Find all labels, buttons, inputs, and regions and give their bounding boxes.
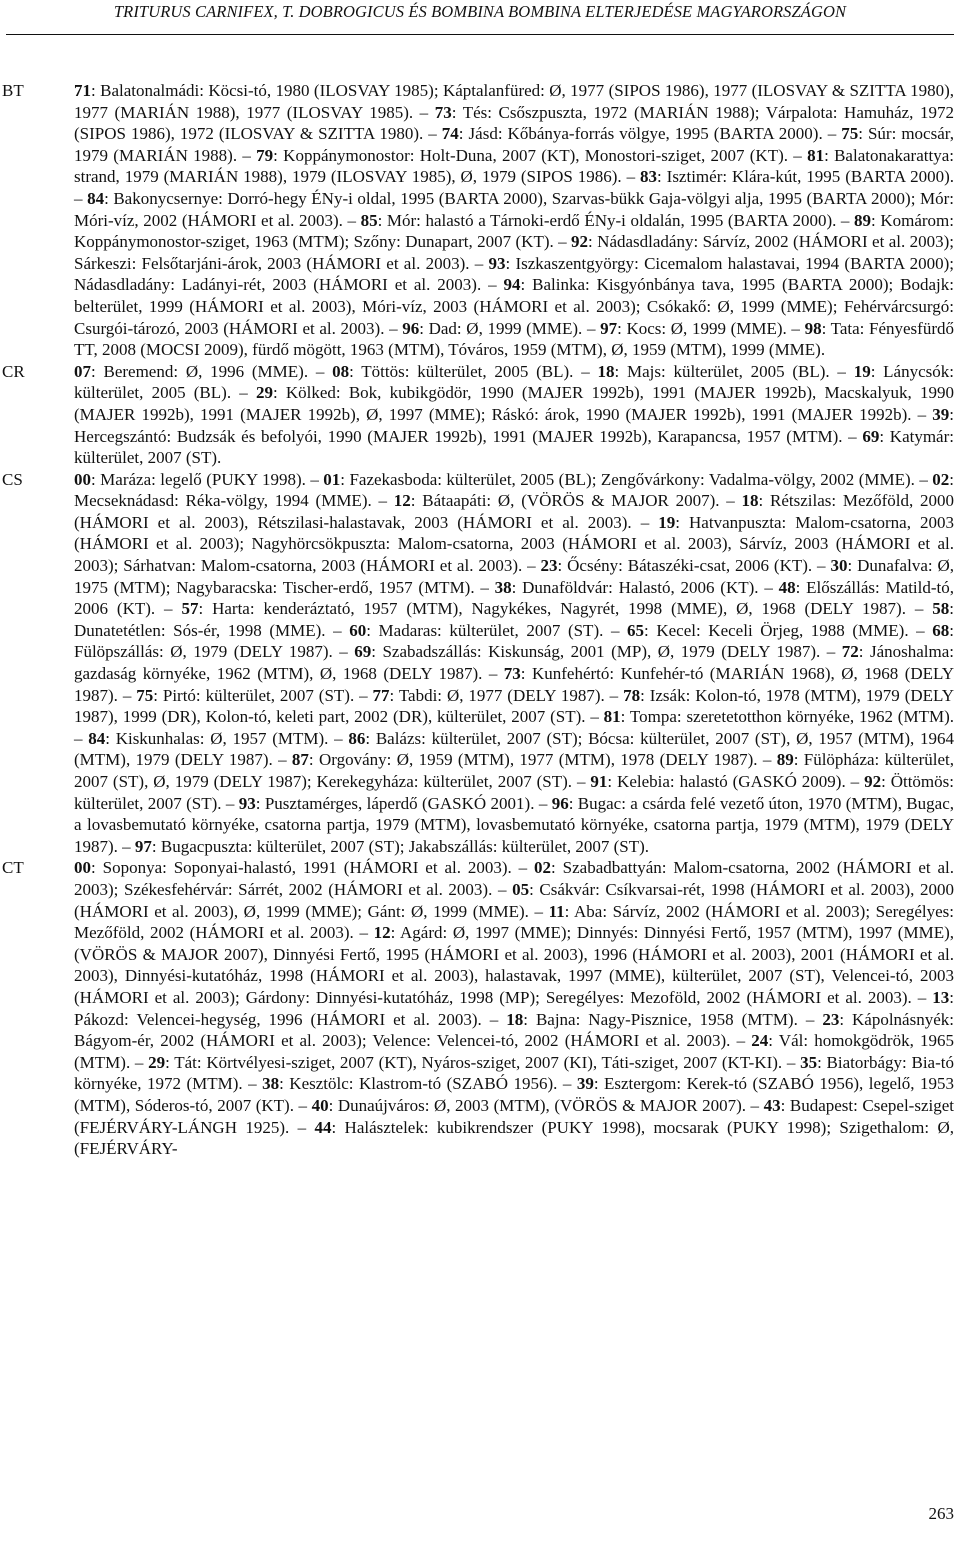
grid-square-number: 65: [627, 620, 645, 640]
record-block-cs: [0, 469, 960, 858]
grid-square-number: 40: [311, 1095, 329, 1115]
grid-square-number: 19: [853, 361, 871, 381]
locality-text: : Bátaapáti: Ø, (VÖRÖS & MAJOR 2007). –: [410, 491, 742, 511]
locality-text: : Pusztamérges, láperdő (GASKÓ 2001). –: [255, 793, 552, 813]
locality-text: : Csákvár: Csíkvarsai-rét, 1998 (HÁMORI et al. 2003), 2000 (HÁMORI et al. 2003), Ø, 1999 (MME); Gánt: Ø, 1999 (MME). –: [74, 879, 954, 921]
grid-square-number: 77: [372, 685, 390, 705]
utm-code-label: BT: [2, 81, 24, 100]
locality-text: : Fülöpszállás: Ø, 1979 (DELY 1987). –: [74, 620, 954, 662]
grid-square-number: 24: [751, 1031, 769, 1051]
grid-square-number: 84: [87, 188, 105, 208]
locality-text: : Beremend: Ø, 1996 (MME). –: [91, 361, 333, 381]
locality-text: : Budapest: Csepel-sziget (FEJÉRVÁRY-LÁNGH 1925). –: [74, 1095, 954, 1137]
locality-text: : Kunfehértó: Kunfehér-tó (MARIÁN 1968), Ø, 1968 (DELY 1987). –: [74, 664, 954, 705]
grid-square-number: 89: [854, 210, 872, 230]
locality-text: : Kesztölc: Klastrom-tó (SZABÓ 1956). –: [279, 1074, 577, 1094]
locality-text: : Halásztelek: kubikrendszer (PUKY 1998), mocsarak (PUKY 1998); Szigethalom: Ø, (FEJÉRVÁRY-: [74, 1117, 954, 1159]
locality-text: : Koppánymonostor: Holt-Duna, 2007 (KT), Monostori-sziget, 2007 (KT). –: [273, 145, 808, 165]
grid-square-number: 02: [534, 858, 552, 878]
grid-square-number: 96: [402, 318, 420, 338]
grid-square-number: 30: [830, 556, 848, 576]
grid-square-number: 12: [393, 491, 411, 511]
locality-text: : Agárd: Ø, 1997 (MME); Dinnyés: Dinnyési Fertő, 1957 (MTM), 1997 (MME), (VÖRÖS & MAJOR 2007), Dinnyési Fertő, 1995 (HÁMORI et al. 2003), 1996 (HÁMORI et al. 2003), 2001 (HÁMORI et al. 2003), Dinnyési-kutatóház, 1998 (HÁMORI et al. 2003), halastavak, 1997 (MME), külterület, 2007 (ST), Velencei-tó, 2003 (HÁMORI et al. 2003); Gárdony: Dinnyési-kutatóház, 1998 (MP); Seregélyes: Mezoföld, 2002 (HÁMORI et al. 2003). –: [74, 923, 954, 1007]
grid-square-number: 48: [778, 577, 796, 597]
locality-text: : Előszállás: Matild-tó, 2006 (KT). –: [74, 577, 954, 619]
locality-text: : Bakonycsernye: Dorró-hegy ÉNy-i oldal, 1995 (BARTA 2000), Szarvas-bükk Gaja-völgyi alja, 1995 (BARTA 2000); Mór: Móri-víz, 2002 (HÁMORI et al. 2003). –: [74, 188, 954, 230]
grid-square-number: 18: [506, 1009, 524, 1029]
locality-text: : Katymár: külterület, 2007 (ST).: [74, 426, 954, 468]
locality-text: : Lánycsók: külterület, 2005 (BL). –: [74, 361, 954, 403]
locality-text: : Soponya: Soponyai-halastó, 1991 (HÁMORI et al. 2003). –: [91, 858, 535, 878]
grid-square-number: 69: [354, 642, 372, 662]
locality-text: : Esztergom: Kerek-tó (SZABÓ 1956), legelő, 1953 (MTM), Sóderos-tó, 2007 (KT). –: [74, 1074, 954, 1115]
locality-text: : Fazekasboda: külterület, 2005 (BL); Zengővárkony: Vadalma-völgy, 2002 (MME). –: [340, 469, 933, 489]
locality-text: : Harta: kenderáztató, 1957 (MTM), Nagykékes, Nagyrét, 1998 (MME), Ø, 1968 (DELY 1987). –: [198, 599, 933, 619]
grid-square-number: 87: [291, 750, 309, 770]
locality-text: : Izsák: Kolon-tó, 1978 (MTM), 1979 (DELY 1987), 1999 (DR), Kolon-tó, keleti part, 2002 (DR), külterület, 2007 (ST). –: [74, 685, 954, 727]
locality-text: : Őcsény: Bátaszéki-csat, 2006 (KT). –: [557, 556, 831, 576]
grid-square-number: 43: [763, 1095, 781, 1115]
page-number: 263: [928, 1504, 954, 1523]
grid-square-number: 75: [136, 685, 154, 705]
locality-text: : Pirtó: külterület, 2007 (ST). –: [153, 685, 373, 705]
grid-square-number: 73: [503, 664, 521, 684]
record-text: [74, 857, 954, 1159]
grid-square-number: 75: [841, 124, 859, 144]
grid-square-number: 08: [332, 361, 350, 381]
locality-text: : Szabadbattyán: Malom-csatorna, 2002 (HÁMORI et al. 2003); Székesfehérvár: Sárrét, 2002 (HÁMORI et al. 2003). –: [74, 858, 955, 899]
locality-text: : Maráza: legelő (PUKY 1998). –: [91, 469, 324, 489]
utm-code-label: CS: [2, 469, 23, 489]
locality-text: : Bugacpuszta: külterület, 2007 (ST); Jakabszállás: külterület, 2007 (ST).: [151, 836, 650, 856]
locality-text: : Balatonalmádi: Köcsi-tó, 1980 (ILOSVAY 1985); Káptalanfüred: Ø, 1977 (SIPOS 1986), 1977 (ILOSVAY & SZITTA 1980), 1977 (MARIÁN 1988), 1977 (ILOSVAY 1985). –: [74, 81, 954, 122]
grid-square-number: 12: [373, 923, 391, 943]
locality-text: : Majs: külterület, 2005 (BL). –: [614, 361, 854, 381]
grid-square-number: 57: [181, 599, 199, 619]
locality-text: : Dunaföldvár: Halastó, 2006 (KT). –: [511, 577, 779, 597]
grid-square-number: 39: [932, 404, 950, 424]
locality-text: : Kölked: Bok, kubikgödör, 1990 (MAJER 1992b), 1991 (MAJER 1992b), Macskalyuk, 1990 (MAJER 1992b), 1991 (MAJER 1992b), Ø, 1997 (MME); Ráskó: árok, 1990 (MAJER 1992b), 1991 (MAJER 1992b). –: [74, 383, 954, 424]
grid-square-number: 38: [262, 1074, 280, 1094]
grid-square-number: 05: [512, 879, 530, 899]
grid-square-number: 97: [600, 318, 618, 338]
grid-square-number: 83: [640, 167, 658, 187]
grid-square-number: 89: [776, 750, 794, 770]
grid-square-number: 85: [360, 210, 378, 230]
locality-text: : Komárom: Koppánymonostor-sziget, 1963 (MTM); Szőny: Dunapart, 2007 (KT). –: [74, 210, 954, 252]
locality-text: : Kápolnásnyék: Bágyom-ér, 2002 (HÁMORI et al. 2003); Velence: Velencei-tó, 2002 (HÁMORI et al. 2003). –: [74, 1009, 954, 1051]
locality-text: : Súr: mocsár, 1979 (MARIÁN 1988). –: [74, 124, 954, 165]
grid-square-number: 93: [488, 253, 506, 273]
locality-text: : Jánoshalma: gazdaság környéke, 1962 (MTM), Ø, 1968 (DELY 1987). –: [74, 642, 954, 684]
locality-text: : Hercegszántó: Budzsák és befolyói, 1990 (MAJER 1992b), 1991 (MAJER 1992b), Karapancsa, 1957 (MTM). –: [74, 404, 954, 446]
record-text: [74, 80, 954, 361]
running-header: TRITURUS CARNIFEX, T. DOBROGICUS ÉS BOMBINA BOMBINA ELTERJEDÉSE MAGYARORSZÁGON: [113, 2, 847, 21]
locality-text: : Öttömös: külterület, 2007 (ST). –: [74, 772, 954, 813]
locality-text: : Tompa: szeretetotthon környéke, 1962 (MTM). –: [74, 707, 954, 748]
locality-text: : Kelebia: halastó (GASKÓ 2009). –: [607, 772, 865, 791]
locality-text: : Dunafalva: Ø, 1975 (MTM); Nagybaracska: Tischer-erdő, 1957 (MTM). –: [74, 556, 954, 597]
utm-code-label: CR: [2, 361, 25, 381]
locality-text: : Balázs: külterület, 2007 (ST); Bócsa: külterület, 2007 (ST), Ø, 1957 (MTM), 1964 (MTM), 1979 (DELY 1987). –: [74, 728, 954, 770]
grid-square-number: 00: [74, 858, 91, 878]
grid-square-number: 29: [148, 1052, 166, 1072]
locality-text: : Kocs: Ø, 1999 (MME). –: [617, 318, 805, 338]
grid-square-number: 72: [841, 642, 859, 662]
locality-text: : Tabdi: Ø, 1977 (DELY 1987). –: [389, 685, 624, 705]
locality-text: : Orgovány: Ø, 1959 (MTM), 1977 (MTM), 1978 (DELY 1987). –: [308, 750, 777, 770]
grid-square-number: 29: [255, 383, 273, 403]
locality-text: : Vál: homokgödrök, 1965 (MTM). –: [74, 1031, 954, 1072]
grid-square-number: 68: [932, 620, 950, 640]
locality-text: : Tata: Fényesfürdő TT, 2008 (MOCSI 2009), fürdő mögött, 1963 (MTM), Tóváros, 1959 (MTM), Ø, 1959 (MTM), 1999 (MME).: [74, 318, 954, 360]
grid-square-number: 23: [540, 556, 558, 576]
locality-text: : Bajna: Nagy-Pisznice, 1958 (MTM). –: [523, 1009, 823, 1029]
grid-square-number: 84: [88, 728, 106, 748]
locality-text: : Dad: Ø, 1999 (MME). –: [419, 318, 601, 338]
locality-text: : Tát: Körtvélyesi-sziget, 2007 (KT), Nyáros-sziget, 2007 (KI), Táti-sziget, 2007 (KT-KI). –: [165, 1052, 801, 1072]
utm-code-label: CT: [2, 858, 24, 878]
record-block-cr: [0, 361, 960, 469]
locality-text: : Szabadszállás: Kiskunság, 2001 (MP), Ø, 1979 (DELY 1987). –: [371, 642, 842, 662]
locality-text: : Balatonakarattya: strand, 1979 (MARIÁN 1988), 1979 (ILOSVAY 1985), Ø, 1979 (SIPOS 1986). –: [74, 145, 954, 187]
grid-square-number: 07: [74, 361, 91, 381]
locality-text: : Dunatetétlen: Sós-ér, 1998 (MME). –: [74, 599, 954, 640]
grid-square-number: 23: [822, 1009, 840, 1029]
record-text: [74, 361, 954, 469]
locality-text: : Tés: Csőszpuszta, 1972 (MARIÁN 1988); Várpalota: Hamuház, 1972 (SIPOS 1986), 1972 (ILOSVAY & SZITTA 1980). –: [74, 102, 954, 144]
locality-text: : Nádasdladány: Sárvíz, 2002 (HÁMORI et al. 2003); Sárkeszi: Felsőtarjáni-árok, 2003 (HÁMORI et al. 2003). –: [74, 232, 955, 273]
locality-text: : Töttös: külterület, 2005 (BL). –: [349, 361, 598, 381]
locality-text: : Rétszilas: Mezőföld, 2000 (HÁMORI et al. 2003), Rétszilasi-halastavak, 2003 (HÁMORI et al. 2003). –: [74, 491, 954, 532]
grid-square-number: 58: [932, 599, 950, 619]
grid-square-number: 69: [862, 426, 880, 446]
record-text: [74, 469, 954, 858]
grid-square-number: 92: [864, 772, 882, 791]
grid-square-number: 93: [238, 793, 256, 813]
grid-square-number: 79: [256, 145, 274, 165]
locality-text: : Kecel: Keceli Örjeg, 1988 (MME). –: [644, 620, 933, 640]
locality-text: : Biatorbágy: Bia-tó környéke, 1972 (MTM). –: [74, 1052, 954, 1094]
locality-text: : Dunaújváros: Ø, 2003 (MTM), (VÖRÖS & MAJOR 2007). –: [328, 1095, 764, 1115]
locality-text: : Pákozd: Velencei-hegység, 1996 (HÁMORI et al. 2003). –: [74, 987, 954, 1029]
grid-square-number: 44: [314, 1117, 332, 1137]
grid-square-number: 91: [590, 772, 608, 791]
locality-text: : Hatvanpuszta: Malom-csatorna, 2003 (HÁMORI et al. 2003); Nagyhörcsökpuszta: Malom-csatorna, 2003 (HÁMORI et al. 2003), Sárvíz, 2003 (HÁMORI et al. 2003); Sárhatvan: Malom-csatorna, 2003 (HÁMORI et al. 2003). –: [74, 512, 954, 576]
distribution-records: [0, 80, 960, 1160]
grid-square-number: 01: [323, 469, 341, 489]
record-block-ct: [0, 857, 960, 1159]
locality-text: : Iszkaszentgyörgy: Cicemalom halastavai, 1994 (BARTA 2000); Nádasdladány: Ladányi-rét, 2003 (HÁMORI et al. 2003). –: [74, 253, 954, 295]
locality-text: : Mór: halastó a Tárnoki-erdő ÉNy-i oldalán, 1995 (BARTA 2000). –: [377, 210, 855, 230]
grid-square-number: 18: [741, 491, 759, 511]
grid-square-number: 38: [494, 577, 512, 597]
grid-square-number: 74: [441, 124, 459, 144]
grid-square-number: 73: [434, 102, 452, 122]
grid-square-number: 02: [932, 469, 950, 489]
grid-square-number: 98: [804, 318, 822, 338]
grid-square-number: 86: [348, 728, 366, 748]
locality-text: : Balinka: Kisgyónbánya tava, 1995 (BARTA 2000); Bodajk: belterület, 1999 (HÁMORI et al. 2003), Móri-víz, 2003 (HÁMORI et al. 2003); Csókakő: Ø, 1999 (MME); Fehérvárcsurgó: Csurgói-tározó, 2003 (HÁMORI et al. 2003). –: [74, 275, 954, 338]
locality-text: : Jásd: Kőbánya-forrás völgye, 1995 (BARTA 2000). –: [458, 124, 842, 144]
grid-square-number: 60: [349, 620, 367, 640]
grid-square-number: 97: [134, 836, 152, 856]
locality-text: : Fülöpháza: külterület, 2007 (ST), Ø, 1979 (DELY 1987); Kerekegyháza: külterület, 2007 (ST). –: [74, 750, 955, 791]
locality-text: : Bugac: a csárda felé vezető úton, 1970 (MTM), Bugac, a lovasbemutató környéke, csatorna partja, 1979 (MTM), lovasbemutató környéke, csatorna partja, 1979 (MTM), 1979 (DELY 1987). –: [74, 793, 954, 856]
grid-square-number: 92: [571, 232, 589, 252]
grid-square-number: 13: [932, 987, 950, 1007]
grid-square-number: 94: [503, 275, 521, 295]
header-rule: [6, 34, 954, 35]
grid-square-number: 78: [623, 685, 641, 705]
locality-text: : Isztimér: Klára-kút, 1995 (BARTA 2000). –: [74, 167, 954, 208]
locality-text: : Madaras: külterület, 2007 (ST). –: [366, 620, 628, 640]
record-block-bt: [0, 80, 960, 361]
grid-square-number: 39: [576, 1074, 594, 1094]
grid-square-number: 11: [548, 901, 565, 921]
grid-square-number: 96: [551, 793, 569, 813]
locality-text: : Kiskunhalas: Ø, 1957 (MTM). –: [105, 728, 349, 748]
grid-square-number: 81: [807, 145, 825, 165]
locality-text: : Mecseknádasd: Réka-völgy, 1994 (MME). –: [74, 469, 955, 511]
grid-square-number: 35: [800, 1052, 818, 1072]
grid-square-number: 19: [658, 512, 676, 532]
grid-square-number: 18: [597, 361, 615, 381]
locality-text: : Aba: Sárvíz, 2002 (HÁMORI et al. 2003); Seregélyes: Mezőföld, 2002 (HÁMORI et al. 2003). –: [74, 901, 954, 943]
grid-square-number: 71: [74, 81, 91, 100]
grid-square-number: 81: [603, 707, 621, 727]
grid-square-number: 00: [74, 469, 91, 489]
